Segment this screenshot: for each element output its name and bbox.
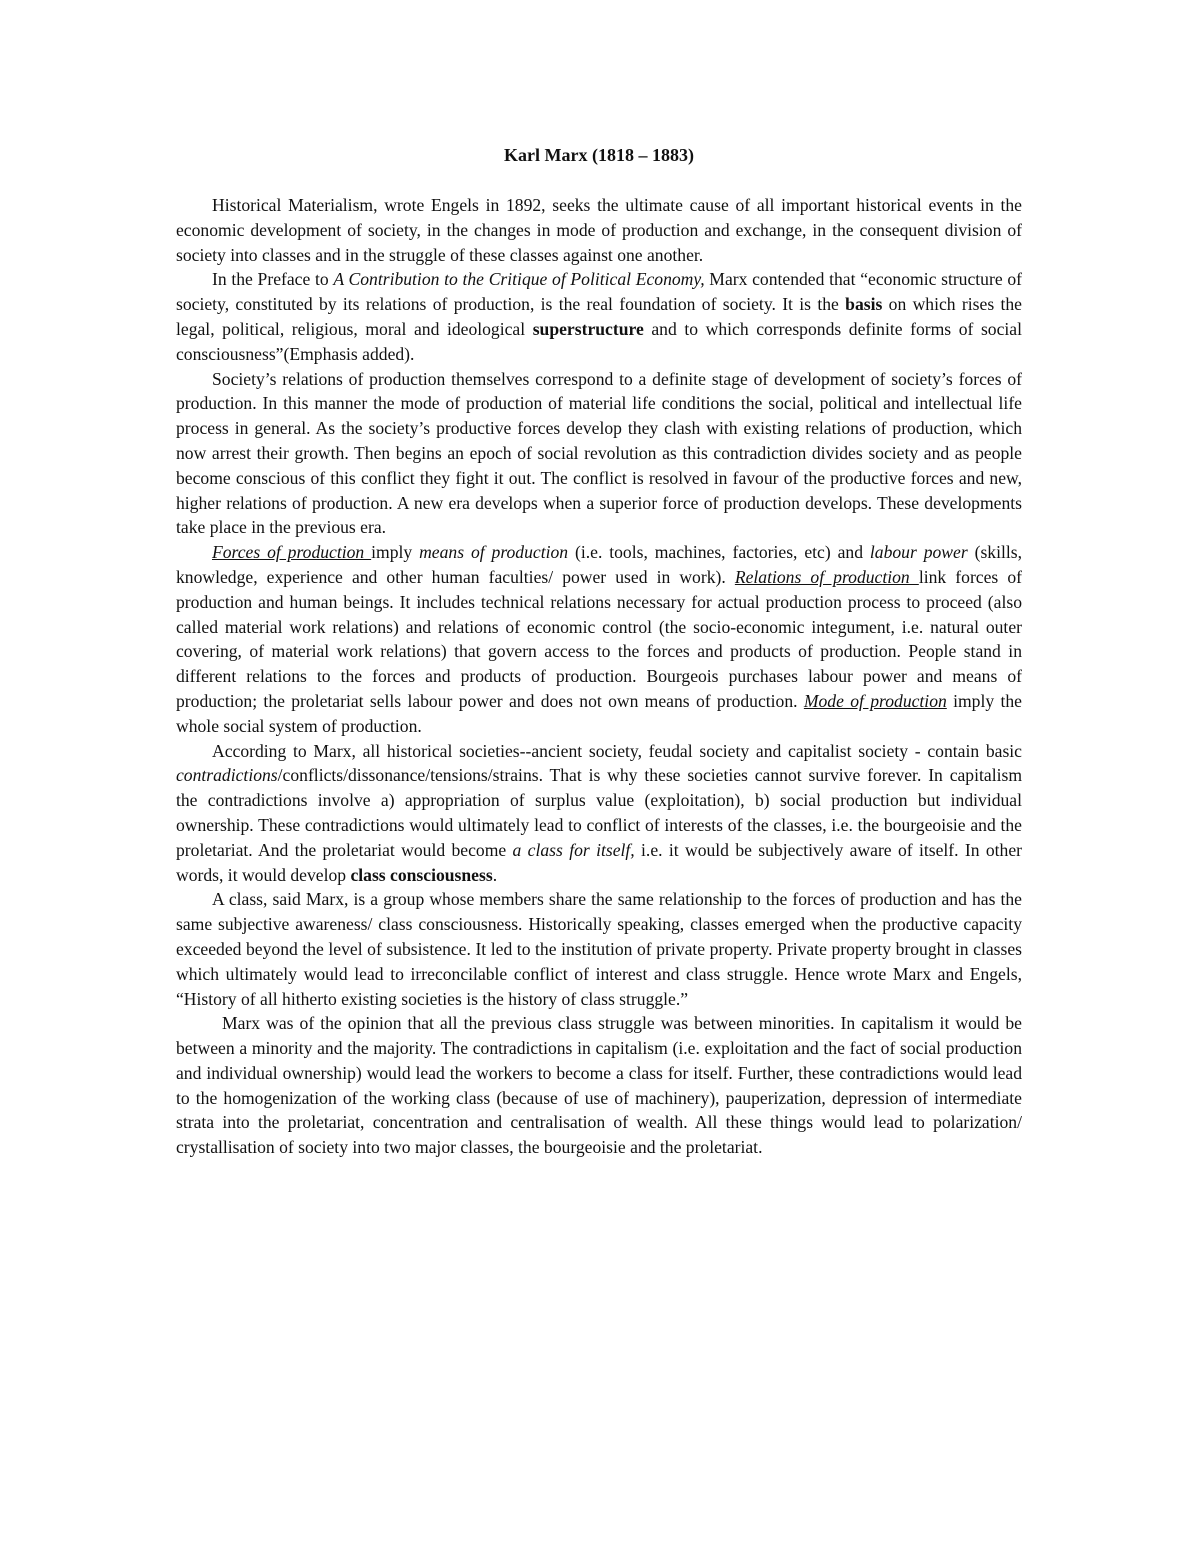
document-page: [176, 143, 1022, 1160]
paragraph-contradictions: [176, 739, 1022, 888]
text-span: According to Marx, all historical societies--ancient society, feudal society and capitalist society - contain basic: [212, 740, 1022, 761]
text-span: i.e. it would be subjectively aware of itself. In other words, it would develop: [176, 839, 1023, 885]
term-labour-power: labour power: [869, 542, 968, 563]
paragraph-preface: [176, 267, 1022, 366]
book-title: A Contribution to the Critique of Political Economy,: [333, 269, 705, 290]
paragraph-class-struggle-minorities: Marx was of the opinion that all the previous class struggle was between minorities. In capitalism it would be between a minority and the majority. The contradictions in capitalism (i.e. exploitation and the fact of social production and individual ownership) would lead the workers to become a class for itself. Further, these contradictions would lead to the homogenization of the working class (because of use of machinery), pauperization, depression of intermediate strata into the proletariat, concentration and centralisation of wealth. All these things would lead to polarization/ crystallisation of society into two major classes, the bourgeoisie and the proletariat.: [176, 1013, 1022, 1158]
text-span: on which rises the legal, political, religious, moral and ideological: [176, 294, 1022, 339]
term-means-of-production: means of production: [419, 542, 569, 563]
text-span: In the Preface to: [212, 269, 334, 290]
term-contradictions: contradictions: [176, 765, 278, 786]
text-span: imply: [371, 542, 420, 563]
text-span: (i.e. tools, machines, factories, etc) and: [568, 542, 870, 563]
paragraph-class-definition: A class, said Marx, is a group whose members share the same relationship to the forces of production and has the same subjective awareness/ class consciousness. Historically speaking, classes emerged when the productive capacity exceeded beyond the level of subsistence. It led to the institution of private property. Private property brought in classes which ultimately would lead to irreconcilable conflict of interest and class struggle. Hence wrote Marx and Engels, “History of all hitherto existing societies is the history of class struggle.”: [176, 889, 1022, 1009]
bold-term-superstructure: superstructure: [532, 318, 644, 339]
term-forces-of-production: Forces of production: [212, 542, 372, 563]
text-span: link forces of production and human beings. It includes technical relations necessary for actual production process to proceed (also called material work relations) and relations of economic control (the socio-economic integument, i.e. natural outer covering, of material work relations) that govern access to the forces and products of production. People stand in different relations to the forces and products of production. Bourgeois purchases labour power and means of production; the proletariat sells labour power and does not own means of production.: [176, 566, 1023, 711]
bold-term-basis: basis: [845, 294, 883, 315]
term-mode-of-production: Mode of production: [803, 690, 947, 711]
term-relations-of-production: Relations of production: [734, 566, 919, 587]
document-title: Karl Marx (1818 – 1883): [504, 145, 694, 165]
text-span: imply the whole social system of production.: [176, 690, 1022, 736]
text-span: and to which corresponds definite forms of social consciousness”(Emphasis added).: [176, 318, 1023, 364]
bold-term-class-consciousness: class consciousness: [350, 864, 493, 885]
paragraph-relations-of-production: Society’s relations of production themselves correspond to a definite stage of development of society’s forces of production. In this manner the mode of production of material life conditions the social, political and intellectual life process in general. As the society’s productive forces develop they clash with existing relations of production, which now arrest their growth. Then begins an epoch of social revolution as this contradiction divides society and as people become conscious of this conflict they fight it out. The conflict is resolved in favour of the productive forces and new, higher relations of production. A new era develops when a superior force of production develops. These developments take place in the previous era.: [176, 368, 1022, 538]
paragraph-historical-materialism: Historical Materialism, wrote Engels in 1892, seeks the ultimate cause of all important historical events in the economic development of society, in the changes in mode of production and exchange, in the consequent division of society into classes and in the struggle of these classes against one another.: [176, 195, 1022, 265]
text-span: Marx contended that “economic structure of society, constituted by its relations of production, is the real foundation of society. It is the: [176, 269, 1023, 315]
term-class-for-itself: a class for itself,: [512, 839, 635, 860]
text-span: (skills, knowledge, experience and other human faculties/ power used in work).: [176, 542, 1023, 587]
text-span: .: [492, 864, 498, 885]
text-span: /conflicts/dissonance/tensions/strains. That is why these societies cannot survive forever. In capitalism the contradictions involve a) appropriation of surplus value (exploitation), b) social production but individual ownership. These contradictions would ultimately lead to conflict of interests of the classes, i.e. the bourgeoisie and the proletariat. And the proletariat would become: [176, 765, 1022, 860]
paragraph-forces-of-production: [176, 540, 1022, 738]
